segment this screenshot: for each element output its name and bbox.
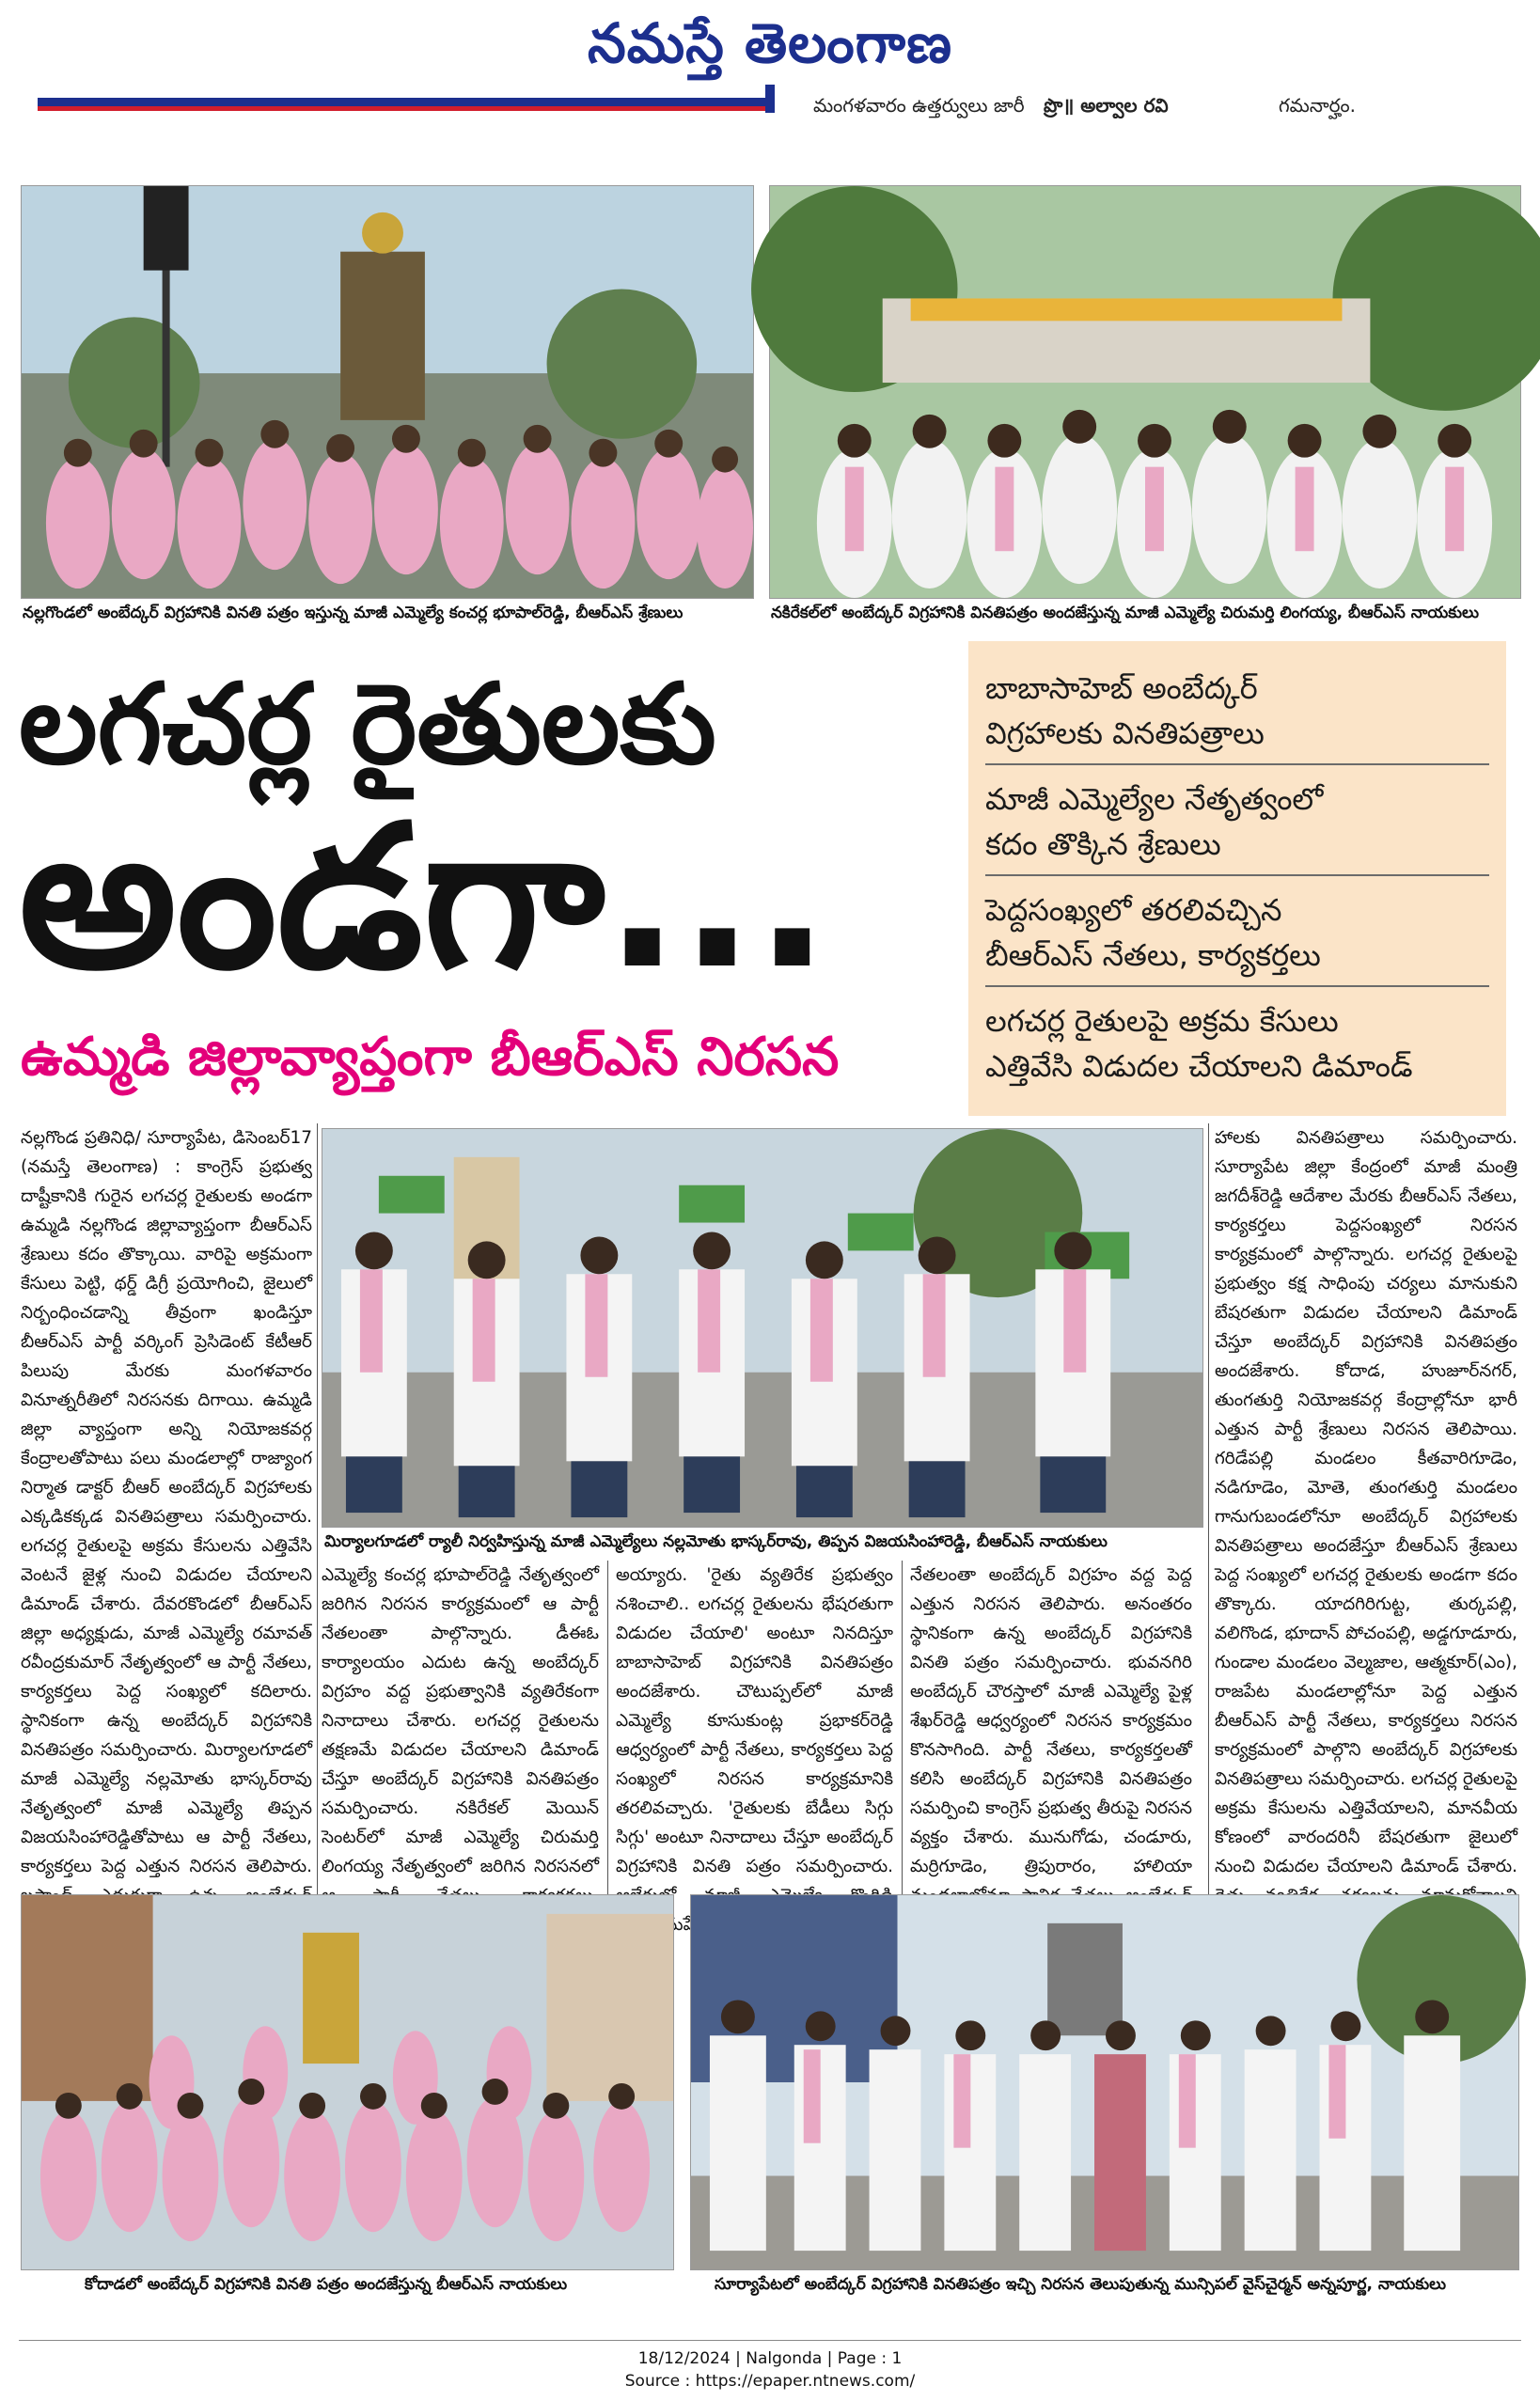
article-column-4: నేతలంతా అంబేద్కర్ విగ్రహం వద్ద పెద్ద ఎత్తున నిరసన తెలిపారు. అనంతరం స్థానికంగా ఉన్న అంబేద్కర్ విగ్రహానికి వినతి పత్రం సమర్పించారు. భువనగిరి అంబేద్కర్ చౌరస్తాలో మాజీ ఎమ్మెల్యే పైళ్ల శేఖర్‌రెడ్డి ఆధ్వర్యంలో నిరసన కార్యక్రమం కొనసాగింది. పార్టీ నేతలు, కార్యకర్తలతో కలిసి అంబేద్కర్ విగ్రహానికి వినతిపత్రం సమర్పించి కాంగ్రెస్ ప్రభుత్వ తీరుపై నిరసన వ్యక్తం చేశారు. మునుగోడు, చండూరు, మర్రిగూడెం, త్రిపురారం, హాలియా [910, 1565, 1192, 1876]
spill-text-left: మంగళవారం ఉత్తర్వులు జారీ [813, 94, 1025, 117]
column-divider [902, 1561, 903, 1908]
photo-caption-1: నల్లగొండలో అంబేద్కర్ విగ్రహానికి వినతి పత్రం ఇస్తున్న మాజీ ఎమ్మెల్యే కంచర్ల భూపాల్‌రెడ్డి, బీఆర్ఎస్ శ్రేణులు [23, 604, 684, 622]
headline-line-2: అండగా... [19, 782, 830, 1012]
photo-caption-4: కోదాడలో అంబేద్కర్ విగ్రహానికి వినతి పత్రం అందజేస్తున్న బీఆర్ఎస్ నాయకులు [85, 2275, 568, 2294]
photo-miryalaguda-rally [322, 1128, 1203, 1528]
highlight-item: బాబాసాహెబ్ అంబేద్కర్ విగ్రహాలకు వినతిపత్రాలు [985, 660, 1489, 765]
highlight-item: మాజీ ఎమ్మెల్యేల నేతృత్వంలో కదం తొక్కిన శ్రేణులు [985, 771, 1489, 876]
footer-rule [19, 2340, 1521, 2341]
footer-source: Source : https://epaper.ntnews.com/ [624, 2372, 916, 2391]
article-column-2: ఎమ్మెల్యే కంచర్ల భూపాల్‌రెడ్డి నేతృత్వంలో జరిగిన నిరసన కార్యక్రమంలో ఆ పార్టీ నేతలంతా పాల్గొన్నారు. డీఈఓ కార్యాలయం ఎదుట ఉన్న అంబేద్కర్ విగ్రహం వద్ద ప్రభుత్వానికి వ్యతిరేకంగా నినాదాలు చేశారు. లగచర్ల రైతులను తక్షణమే విడుదల చేయాలని డిమాండ్ చేస్తూ అంబేద్కర్ విగ్రహానికి వినతిపత్రం సమర్పించారు. నకిరేకల్ మెయిన్ సెంటర్‌లో మాజీ ఎమ్మెల్యే చిరుమర్తి లింగయ్య నేతృత్వంలో జరిగిన నిరసనలో [322, 1565, 599, 1876]
headline-line-1: లగచర్ల రైతులకు [19, 659, 716, 789]
footer [0, 2347, 1540, 2393]
spill-byline: ప్రొ॥ అల్వాల రవి [1044, 94, 1169, 117]
spill-text-right: గమనార్హం. [1279, 94, 1356, 117]
subheadline: ఉమ్మడి జిల్లావ్యాప్తంగా బీఆర్ఎస్ నిరసన [21, 1027, 840, 1088]
masthead [0, 0, 1540, 89]
footer-date-edition: 18/12/2024 | Nalgonda | Page : 1 [637, 2349, 903, 2368]
highlight-item: లగచర్ల రైతులపై అక్రమ కేసులు ఎత్తివేసి విడుదల చేయాలని డిమాండ్ [985, 1003, 1413, 1084]
column-divider [317, 1123, 318, 1908]
newspaper-logo: నమస్తే తెలంగాణ [588, 11, 952, 75]
highlights-box [968, 641, 1506, 1116]
column-divider [1208, 1123, 1209, 1908]
photo-nakrekal-protest [769, 185, 1521, 599]
masthead-rule [38, 98, 771, 113]
column-divider [607, 1561, 608, 1908]
photo-caption-3: మిర్యాలగూడలో ర్యాలీ నిర్వహిస్తున్న మాజీ ఎమ్మెల్యేలు నల్లమోతు భాస్కర్‌రావు, తిప్పన విజయసింహారెడ్డి, బీఆర్ఎస్ నాయకులు [324, 1532, 1108, 1551]
photo-kodad-protest [21, 1894, 674, 2270]
article-column-3: అయ్యారు. 'రైతు వ్యతిరేక ప్రభుత్వం నశించాలి.. లగచర్ల రైతులను భేషరతుగా విడుదల చేయాలి' అంటూ నినదిస్తూ బాబాసాహెబ్ విగ్రహానికి వినతిపత్రం అందజేశారు. చౌటుప్పల్‌లో మాజీ ఎమ్మెల్యే కూసుకుంట్ల ప్రభాకర్‌రెడ్డి ఆధ్వర్యంలో పార్టీ నేతలు, కార్యకర్తలు పెద్ద సంఖ్యలో నిరసన కార్యక్రమానికి తరలివచ్చారు. 'రైతులకు బేడీలు సిగ్గు సిగ్గు' అంటూ నినాదాలు చేస్తూ అంబేద్కర్ విగ్రహానికి వినతి పత్రం సమర్పించారు. సునీతామహేందర్‌రెడ్డి [616, 1565, 893, 1935]
photo-caption-5: సూర్యాపేటలో అంబేద్కర్ విగ్రహానికి వినతిపత్రం ఇచ్చి నిరసన తెలుపుతున్న మున్సిపల్ వైస్‌చైర్మన్ అన్నపూర్ణ, నాయకులు [715, 2275, 1447, 2294]
highlight-item: పెద్దసంఖ్యలో తరలివచ్చిన బీఆర్ఎస్ నేతలు, కార్యకర్తలు [985, 882, 1489, 987]
article-column-1: నల్లగొండ ప్రతినిధి/ సూర్యాపేట, డిసెంబర్17 (నమస్తే తెలంగాణ) : కాంగ్రెస్ ప్రభుత్వ దాష్టీకానికి గురైన లగచర్ల రైతులకు అండగా ఉమ్మడి నల్లగొండ జిల్లావ్యాప్తంగా బీఆర్ఎస్ శ్రేణులు కదం తొక్కాయి. వారిపై అక్రమంగా కేసులు పెట్టి, థర్డ్ డిగ్రీ ప్రయోగించి, జైలులో నిర్బంధించడాన్ని తీవ్రంగా ఖండిస్తూ బీఆర్ఎస్ పార్టీ వర్కింగ్ ప్రెసిడెంట్ కేటీఆర్ పిలుపు మేరకు మంగళవారం వినూత్నరీతిలో నిరసనకు దిగాయి. ఉమ్మడి జిల్లా వ్యాప్తంగా అన్ని నియోజకవర్గ కేంద్రాలతోపాటు పలు మండలాల్లో రాజ్యాంగ నిర్మాత డాక్టర్ బీఆర్ అంబేద్కర్ విగ్రహాలకు ఎక్కడికక్కడ వినతిపత్రాలు సమర్పించారు. లగచర్ల రైతులపై అక్రమ కేసులను ఎత్తివేసి వెంటనే జైళ్ల నుంచి విడుదల చేయాలని డిమాండ్ చేశారు. దేవరకొండలో బీఆర్ఎస్ జిల్లా అధ్యక్షుడు, మాజీ ఎమ్మెల్యే రమావత్ రవీంద్రకుమార్ నేతృత్వంలో ఆ పార్టీ నేతలు, కార్యకర్తలు పెద్ద సంఖ్యలో కదిలారు. స్థానికంగా ఉన్న అంబేద్కర్ విగ్రహానికి వినతిపత్రం సమర్పించారు. మిర్యాలగూడలో మాజీ ఎమ్మెల్యే నల్లమోతు భాస్కర్‌రావు నేతృత్వంలో మాజీ ఎమ్మెల్యే తిప్పన విజయసింహారెడ్డితోపాటు ఆ పార్టీ నేతలు, కార్యకర్తలు పెద్ద ఎత్తున నిరసన తెలిపారు. [21, 1128, 312, 1876]
photo-caption-2: నకిరేకల్‌లో అంబేద్కర్ విగ్రహానికి వినతిపత్రం అందజేస్తున్న మాజీ ఎమ్మెల్యే చిరుమర్తి లింగయ్య, బీఆర్ఎస్ నాయకులు [771, 604, 1479, 622]
photo-nalgonda-protest [21, 185, 754, 599]
photo-suryapet-protest [690, 1894, 1519, 2270]
article-column-5: హాలకు వినతిపత్రాలు సమర్పించారు. సూర్యాపేట జిల్లా కేంద్రంలో మాజీ మంత్రి జగదీశ్‌రెడ్డి ఆదేశాల మేరకు బీఆర్ఎస్ నేతలు, కార్యకర్తలు పెద్దసంఖ్యలో నిరసన కార్యక్రమంలో పాల్గొన్నారు. లగచర్ల రైతులపై ప్రభుత్వం కక్ష సాధింపు చర్యలు మానుకుని బేషరతుగా విడుదల చేయాలని డిమాండ్ చేస్తూ అంబేద్కర్ విగ్రహానికి వినతిపత్రం అందజేశారు. కోదాడ, హుజూర్‌నగర్, తుంగతుర్తి నియోజకవర్గ కేంద్రాల్లోనూ భారీ ఎత్తున పార్టీ శ్రేణులు నిరసన తెలిపాయి. గరిడేపల్లి మండలం కీతవారిగూడెం, నడిగూడెం, మోతె, తుంగతుర్తి మండలం గానుగుబండలోనూ అంబేద్కర్ విగ్రహాలకు వినతిపత్రాలు అందజేస్తూ బీఆర్ఎస్ శ్రేణులు పెద్ద సంఖ్యలో లగచర్ల రైతులకు అండగా కదం తొక్కారు. యాదగిరిగుట్ట, తుర్కపల్లి, వలిగొండ, భూదాన్ పోచంపల్లి, అడ్డగూడూరు, గుండాల మండలం వెల్మజాల, ఆత్మకూర్(ఎం), రాజపేట మండలాల్లోనూ పెద్ద ఎత్తున బీఆర్ఎస్ పార్టీ నేతలు, కార్యకర్తలు నిరసన కార్యక్రమంలో పాల్గొని అంబేద్కర్ విగ్రహాలకు వినతిపత్రాలు సమర్పించారు. లగచర్ల రైతులపై అక్రమ కేసులను ఎత్తివేయాలని, మానవీయ కోణంలో వారందరినీ బేషరతుగా జైలులో నుంచి విడుదల చేయాలని డిమాండ్ చేశారు. [1215, 1128, 1517, 1876]
